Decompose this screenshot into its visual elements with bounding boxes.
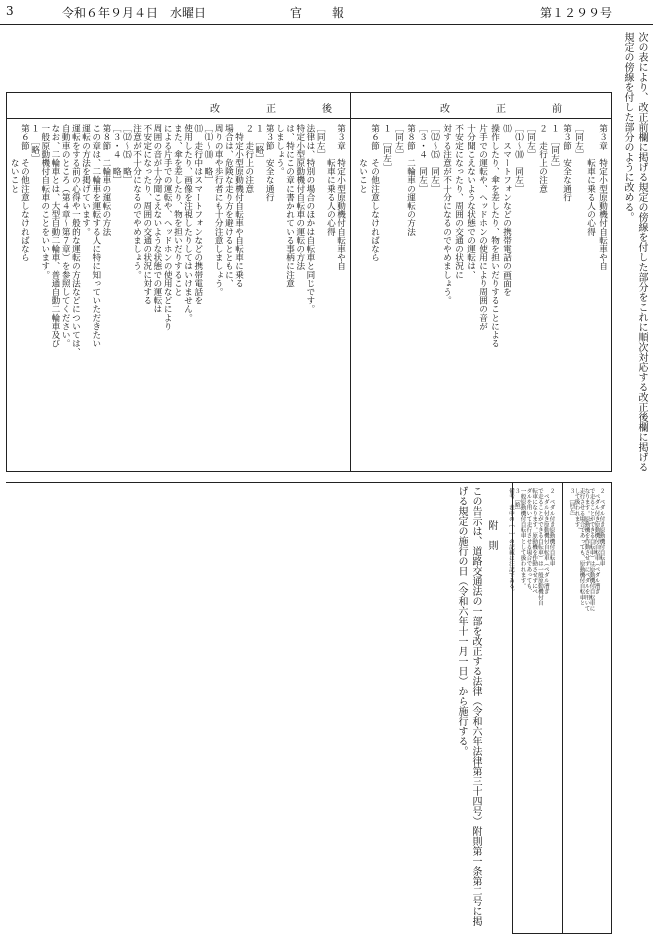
after-text-line: 注意が不十分になるのでやめましょう。 bbox=[131, 124, 142, 279]
lower-after-line: ３ ［略］ bbox=[513, 488, 520, 514]
after-text-line: 第８節 二輪車の運転の方法 bbox=[100, 124, 111, 236]
after-text-line: １ ［略］ bbox=[29, 124, 40, 163]
after-text-line: ないこと bbox=[9, 124, 20, 193]
after-text-line: 周囲の音が十分聞こえないような状態での運転は bbox=[151, 124, 162, 314]
before-text-line: 第６節 その他注意しなければなら bbox=[369, 124, 380, 262]
after-text-line: 不安定になったり、周囲の交通の状況に対する bbox=[141, 124, 152, 305]
before-text-line: ［同左］ bbox=[525, 124, 536, 159]
lower-after-line: ２ ペダル付き原動機付自転車 bbox=[548, 488, 555, 567]
after-text-line: 第３章 特定小型原動機付自転車や自 bbox=[335, 124, 346, 271]
lower-column-divider bbox=[562, 482, 563, 934]
lower-before-line: で走ることができる自転車）は原動機付自転車に bbox=[588, 488, 595, 612]
before-text-line: 転車に乗る人の心得 bbox=[585, 124, 596, 236]
after-text-line: また、傘を差したり、物を担いだりすること bbox=[172, 124, 183, 296]
lower-before-line: ペダル付き原動機付自転車（ペダル漕ぎ bbox=[593, 488, 600, 595]
supplementary-text-2: げる規定の施行の日（令和六年十一月一日）から施行する。 bbox=[456, 486, 467, 756]
after-text-line: この章は、二輪車を運転する人に特に知っていただきたい bbox=[90, 124, 101, 348]
after-text-line: 第３節 安全な通行 bbox=[264, 124, 275, 202]
after-text-line: 法律は、特別の場合のほかは自転車と同じです。 bbox=[304, 124, 315, 314]
after-text-line: 使用したり、画像を注視したりしてはいけません。 bbox=[182, 124, 193, 322]
before-text-line: ［⑴〜⑽ 同左］ bbox=[513, 124, 524, 193]
lower-after-line: ペダル付き原動機付自転車（ペダル漕ぎ bbox=[542, 488, 549, 595]
issue-date: 令和６年９月４日 水曜日 bbox=[62, 6, 207, 20]
before-text-line: 不安定になったり、周囲の交通の状況に bbox=[453, 124, 464, 279]
intro-line-2: 規定の傍線を付した部分のように改める。 bbox=[622, 32, 633, 222]
before-text-line: 第３節 安全な通行 bbox=[561, 124, 572, 202]
before-text-line: 片手での運転や、ヘッドホンの使用により周囲の音が bbox=[477, 124, 488, 331]
after-text-line: は、特にこの章に書かれている事柄に注意 bbox=[284, 124, 295, 288]
before-text-line: ［３・４ 同左］ bbox=[417, 124, 428, 193]
table-header-rule bbox=[6, 118, 612, 119]
before-text-line: 十分聞こえないような状態での運転は、 bbox=[465, 124, 476, 279]
after-text-line: 場合は、危険な走り方を避けるとともに、 bbox=[223, 124, 234, 288]
after-text-line: 特定小型原動機付自転車の運転の方法 bbox=[294, 124, 305, 271]
column-header-before: 改 正 前 bbox=[440, 104, 580, 115]
issue-number: 第１２９９号 bbox=[540, 6, 613, 20]
after-text-line: ２ 走行上の注意 bbox=[243, 124, 254, 193]
lower-before-line: なります。原動機を作動させずにペダルを用いて bbox=[583, 488, 590, 612]
before-text-line: ［⑿〜⒂ 同左］ bbox=[429, 124, 440, 193]
before-text-line: 第３章 特定小型原動機付自転車や自 bbox=[597, 124, 608, 271]
after-text-line: ⑾ 走行中はスマートフォンなどの携帯電話を bbox=[192, 124, 203, 305]
after-text-line: 運転の方法を掲げています。 bbox=[80, 124, 91, 236]
after-text-line: ［⑿〜⒂ 略］ bbox=[121, 124, 132, 185]
after-text-line: １ ［略］ bbox=[253, 124, 264, 163]
after-text-line: 周りの車や歩行者にも十分注意しましょう。 bbox=[213, 124, 224, 296]
paper-name: 官 報 bbox=[290, 6, 347, 20]
before-text-line: ［同左］ bbox=[393, 124, 404, 159]
header-rule bbox=[0, 24, 653, 25]
lower-after-line: ダルを用いて走行させる場合であっても、 bbox=[525, 488, 532, 595]
before-text-line: ２ 走行上の注意 bbox=[537, 124, 548, 193]
after-text-line: なお、二輪車とは、大型自動二輪車、普通自動二輪車及び bbox=[49, 124, 60, 348]
lower-before-line: して扱われます。 bbox=[573, 488, 580, 533]
before-text-line: ないこと bbox=[357, 124, 368, 193]
lower-after-line: 一般原動機付自転車として扱われます。 bbox=[519, 488, 526, 589]
page-number: 3 bbox=[6, 4, 14, 18]
after-text-line: 一般原動機付自転車のことをいいます。 bbox=[39, 124, 50, 279]
after-text-line: ［同左］ bbox=[315, 124, 326, 159]
intro-line-1: 次の表により、改正前欄に掲げる規定の傍線を付した部分をこれに順次対応する改正後欄に掲げる bbox=[636, 32, 647, 472]
after-text-line: 運転をする前の心得や一般的な運転の方法などについては、 bbox=[70, 124, 81, 357]
before-text-line: ⑾ スマートフォンなどの携帯電話の画面を bbox=[501, 124, 512, 296]
supplementary-text-1: この告示は、道路交通法の一部を改正する法律（令和六年法律第三十四号）附則第一条第二号に掲 bbox=[470, 486, 481, 926]
after-text-line: 自動車のところ（第４章〜第７章）を参照してください。 bbox=[60, 124, 71, 348]
after-text-line: ［⑴〜⑽ 略］ bbox=[202, 124, 213, 185]
after-text-line: による片手での運転や、ヘッドホンの使用などにより bbox=[162, 124, 173, 331]
after-text-line: 第６節 その他注意しなければなら bbox=[19, 124, 30, 262]
lower-before-line: ２ ペダル付き原動機付自転車 bbox=[598, 488, 605, 567]
lower-before-line: 走行させる場合であっても、原動機付自転車と bbox=[578, 488, 585, 606]
before-text-line: ［同左］ bbox=[573, 124, 584, 159]
before-text-line: 第８節 二輪車の運転の方法 bbox=[405, 124, 416, 236]
lower-after-line: 転車になります。原動機を作動させずにペ bbox=[531, 488, 538, 595]
after-text-line: しましょう。 bbox=[274, 124, 285, 176]
lower-after-line: 備考 表中の［ ］の記載は注記である。 bbox=[507, 488, 514, 595]
before-text-line: １ ［同左］ bbox=[549, 124, 560, 172]
after-text-line: 転車に乗る人の心得 bbox=[325, 124, 336, 236]
lower-before-line: ３ ［同左］ bbox=[568, 488, 575, 519]
column-header-after: 改 正 後 bbox=[210, 104, 350, 115]
supplementary-title: 附 則 bbox=[486, 520, 497, 550]
before-text-line: 対する注意が不十分になるのでやめましょう。 bbox=[441, 124, 452, 305]
before-text-line: 操作したり、傘を差したり、物を担いだりすることによる bbox=[489, 124, 500, 348]
after-text-line: ［３・４ 略］ bbox=[111, 124, 122, 185]
lower-after-line: で走ることができる自転車）は一般原動機付自 bbox=[536, 488, 543, 606]
table-column-divider bbox=[350, 92, 351, 472]
gazette-header bbox=[0, 0, 653, 26]
after-text-line: 特定小型原動機付自転車や自転車に乗る bbox=[233, 124, 244, 288]
before-text-line: １ ［同左］ bbox=[381, 124, 392, 172]
